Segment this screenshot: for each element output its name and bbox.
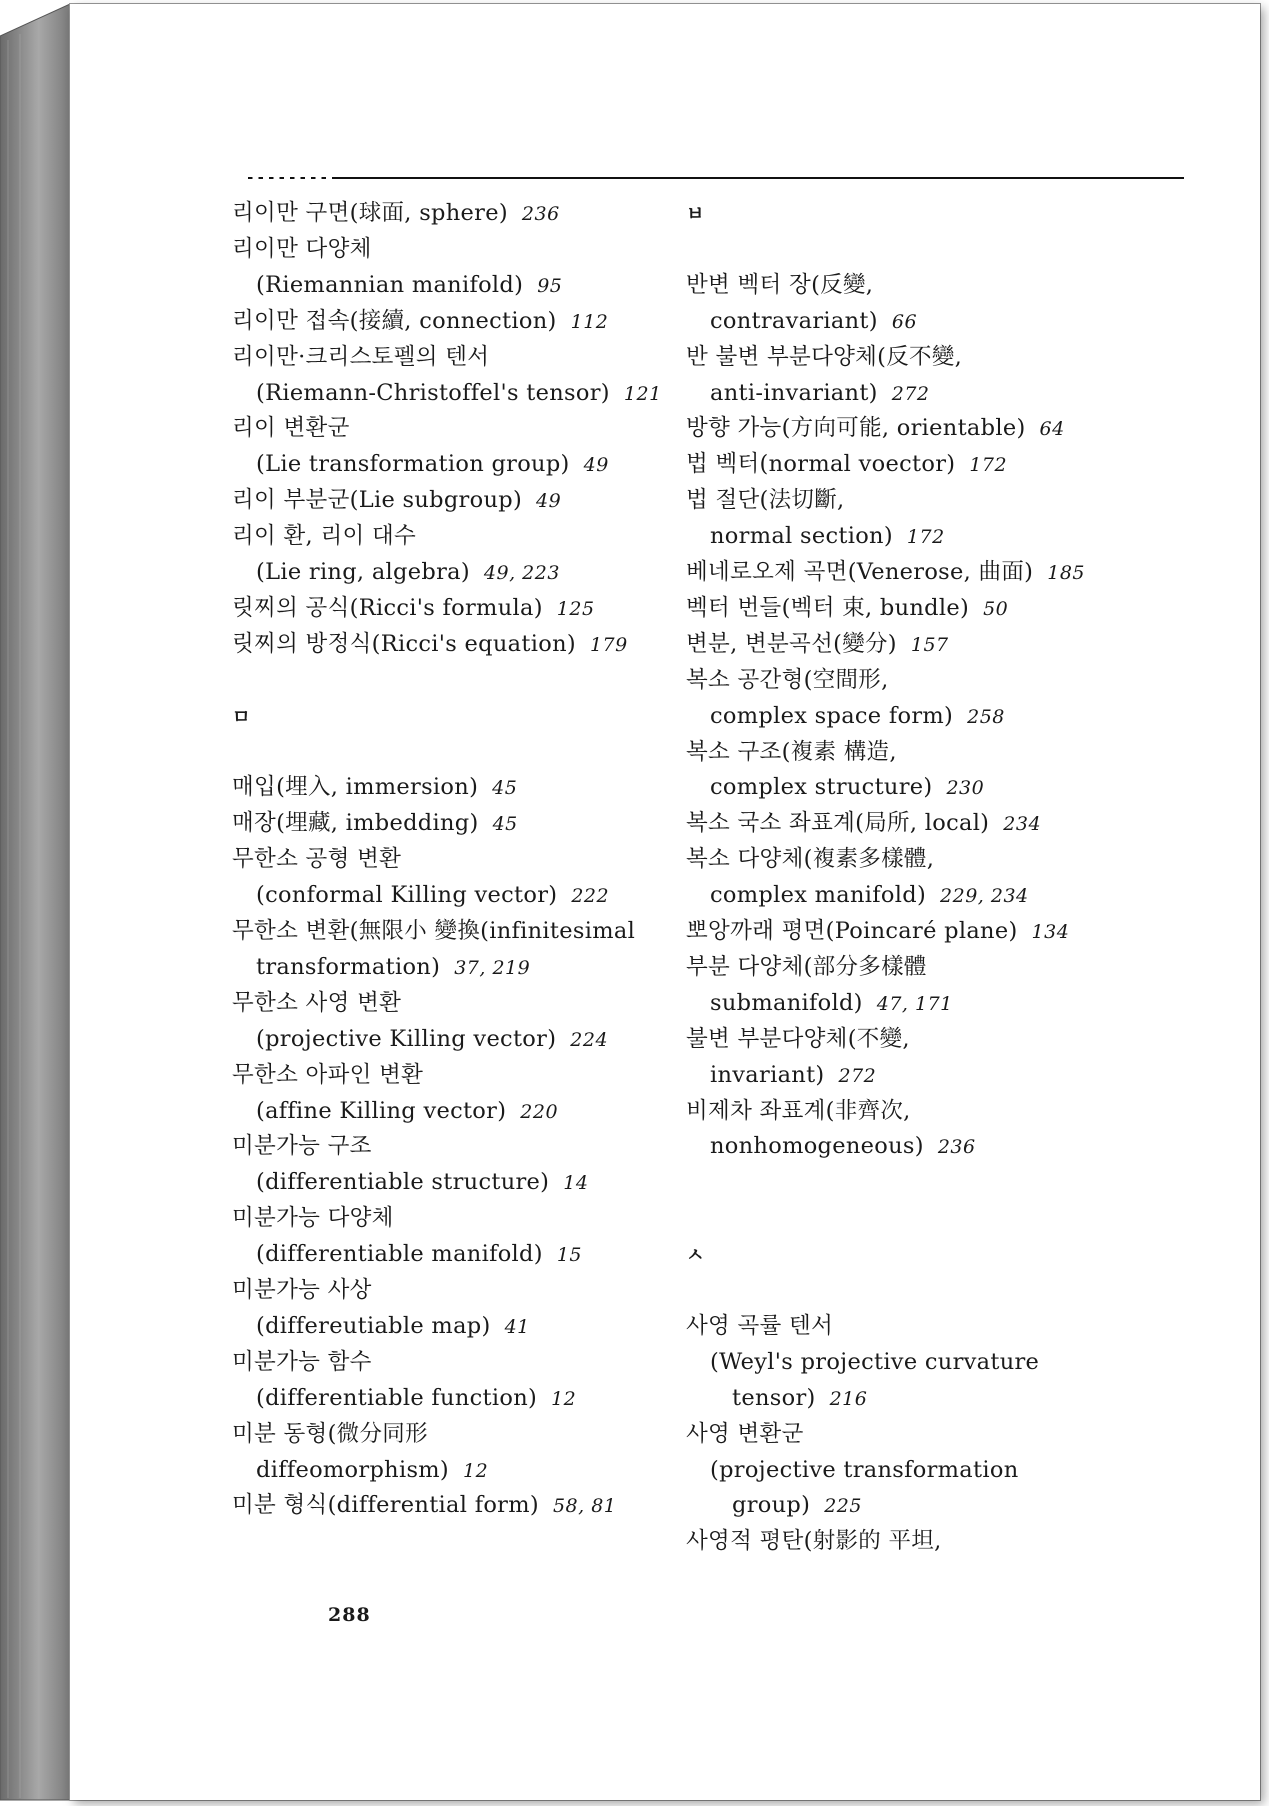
index-entry: [686, 880, 1029, 911]
index-term: 무한소 사영 변환: [232, 989, 402, 1016]
index-term: 사영 곡률 텐서: [686, 1312, 834, 1339]
index-term: 리이만 구면(球面, sphere): [232, 200, 508, 226]
index-entry: [232, 1131, 372, 1161]
index-term: 복소 다양체(複素多樣體,: [686, 846, 935, 873]
index-entry: [232, 1347, 372, 1377]
index-term: (differentiable function): [256, 1384, 538, 1411]
index-page-ref: 236: [521, 203, 560, 225]
index-term: 릿찌의 방정식(Ricci's equation): [232, 630, 576, 657]
index-entry: [232, 1167, 588, 1198]
index-entry: [232, 1060, 423, 1090]
index-entry: [686, 1096, 911, 1126]
index-entry: [232, 880, 609, 911]
index-term: 리이 변환군: [232, 415, 350, 442]
index-term: 반변 벡터 장(反變,: [686, 271, 874, 298]
index-entry: [232, 557, 560, 588]
index-term: (Lie ring, algebra): [256, 559, 470, 585]
index-page-ref: 185: [1047, 562, 1085, 584]
index-entry: [232, 844, 401, 874]
index-term: (Riemann-Christoffel's tensor): [256, 379, 610, 406]
index-entry: [686, 1131, 976, 1162]
index-page-ref: 172: [906, 526, 945, 549]
index-term: 리이만 접속(接續, connection): [232, 307, 557, 334]
index-term: (projective Killing vector): [256, 1025, 557, 1052]
page-number: 288: [328, 1604, 371, 1626]
section-heading: [686, 1239, 705, 1270]
index-page-ref: 12: [463, 1459, 489, 1482]
index-term: 벡터 번들(벡터 束, bundle): [686, 594, 970, 621]
index-entry: [232, 1311, 530, 1342]
index-entry: [686, 270, 873, 300]
index-entry: [686, 593, 1008, 624]
index-term: 뽀앙까래 평면(Poincaré plane): [686, 918, 1018, 944]
index-entry: [232, 521, 416, 551]
index-page-ref: 95: [537, 274, 563, 297]
index-page-ref: 112: [570, 310, 609, 333]
index-page-ref: 64: [1039, 418, 1065, 441]
index-term: 리이 환, 리이 대수: [232, 523, 417, 550]
index-entry: [232, 378, 662, 409]
index-term: diffeomorphism): [256, 1456, 450, 1483]
index-page-ref: 15: [556, 1244, 583, 1267]
index-term: complex manifold): [710, 882, 927, 909]
index-entry: [686, 1024, 910, 1054]
index-term: 복소 공간형(空間形,: [686, 666, 889, 693]
index-page-ref: 58, 81: [552, 1495, 617, 1518]
index-entry: [232, 342, 489, 372]
index-entry: [232, 270, 562, 301]
index-entry: [686, 952, 927, 982]
index-entry: [686, 1490, 862, 1521]
index-entry: [686, 808, 1041, 839]
index-term: 복소 국소 좌표계(局所, local): [686, 810, 990, 837]
index-term: 미분가능 사상: [232, 1277, 372, 1303]
index-term: 리이만·크리스토펠의 텐서: [232, 343, 490, 370]
index-entry: [686, 665, 889, 695]
index-entry: [686, 557, 1085, 588]
index-entry: [686, 988, 953, 1019]
index-page-ref: 121: [623, 382, 662, 405]
index-term: 부분 다양체(部分多樣體: [686, 953, 927, 980]
index-entry: [232, 629, 628, 660]
header-rule: [242, 177, 1184, 179]
index-page-ref: 45: [492, 813, 518, 836]
index-term: (differentiable structure): [256, 1169, 550, 1196]
index-entry: [686, 521, 945, 552]
index-entry: [232, 449, 609, 480]
index-term: tensor): [732, 1384, 816, 1411]
index-term: 리이 부분군(Lie subgroup): [232, 487, 523, 514]
index-entry: [232, 808, 518, 839]
index-term: 불변 부분다양체(不變,: [686, 1025, 910, 1052]
index-page-ref: 157: [910, 633, 949, 656]
index-page-ref: 47, 171: [876, 992, 953, 1015]
index-term: (Weyl's projective curvature: [710, 1348, 1040, 1375]
index-term: (projective transformation: [710, 1456, 1019, 1483]
index-page-ref: 224: [570, 1028, 609, 1051]
index-term: 매입(埋入, immersion): [232, 774, 479, 801]
index-term: 릿찌의 공식(Ricci's formula): [232, 594, 543, 621]
index-term: 법 절단(法切斷,: [686, 487, 845, 514]
index-page-ref: 125: [556, 597, 595, 620]
index-entry: [232, 413, 350, 443]
index-entry: [686, 772, 984, 803]
index-entry: [232, 1383, 576, 1414]
index-entry: [686, 413, 1065, 444]
index-entry: [232, 306, 608, 337]
index-term: (Lie transformation group): [256, 451, 570, 478]
index-entry: [232, 988, 401, 1018]
index-term: complex structure): [710, 774, 933, 801]
index-entry: [686, 1419, 804, 1449]
index-term: ㅅ: [686, 1244, 705, 1267]
index-page-ref: 229, 234: [940, 885, 1029, 908]
index-entry: [232, 916, 635, 946]
index-entry: [232, 234, 372, 264]
index-term: complex space form): [710, 702, 954, 729]
section-heading: [686, 198, 705, 229]
index-term: normal section): [710, 523, 893, 550]
index-page: [70, 4, 1260, 1800]
index-page-ref: 49: [536, 490, 562, 513]
header-rule-dashed-start: [242, 177, 332, 179]
index-term: invariant): [710, 1061, 825, 1088]
index-page-ref: 134: [1031, 921, 1070, 943]
index-page-ref: 220: [520, 1100, 559, 1123]
index-entry: [232, 1024, 608, 1055]
index-term: 복소 구조(複素 構造,: [686, 738, 897, 765]
index-entry: [686, 844, 934, 874]
index-entry: [686, 1347, 1039, 1377]
index-entry: [686, 449, 1007, 480]
index-term: 변분, 변분곡선(變分): [686, 630, 897, 657]
index-term: 미분 형식(differential form): [232, 1492, 539, 1519]
index-term: 법 벡터(normal voector): [686, 451, 956, 478]
index-term: submanifold): [710, 989, 863, 1016]
index-page-ref: 272: [838, 1064, 877, 1087]
index-term: 무한소 공형 변환: [232, 846, 402, 873]
index-term: (affine Killing vector): [256, 1097, 507, 1124]
index-entry: [232, 772, 517, 803]
section-heading: [232, 701, 251, 732]
index-term: (differentiable manifold): [256, 1241, 543, 1268]
index-term: 무한소 변환(無限小 變換(infinitesimal: [232, 918, 636, 944]
index-term: anti-invariant): [710, 379, 878, 406]
index-entry: [232, 952, 530, 983]
index-entry: [686, 1526, 942, 1556]
index-page-ref: 49, 223: [483, 562, 560, 584]
index-term: transformation): [256, 953, 441, 980]
index-term: 미분 동형(微分同形: [232, 1420, 428, 1447]
index-page-ref: 234: [1003, 813, 1042, 836]
index-page-ref: 66: [891, 310, 918, 333]
index-term: 사영적 평탄(射影的 平坦,: [686, 1528, 942, 1555]
index-term: 비제차 좌표계(非齊次,: [686, 1097, 911, 1124]
index-page-ref: 272: [891, 382, 930, 405]
index-term: nonhomogeneous): [710, 1133, 924, 1160]
index-entry: [232, 198, 560, 229]
index-entry: [232, 1275, 372, 1305]
index-entry: [686, 342, 962, 372]
index-page-ref: 12: [551, 1387, 577, 1410]
index-page-ref: 45: [492, 777, 518, 800]
index-term: ㅁ: [232, 705, 251, 728]
index-page-ref: 236: [937, 1136, 976, 1159]
index-term: (Riemannian manifold): [256, 271, 524, 298]
index-term: 사영 변환군: [686, 1420, 804, 1447]
index-entry: [686, 485, 845, 515]
index-term: 베네로오제 곡면(Venerose, 曲面): [686, 559, 1034, 585]
index-page-ref: 37, 219: [454, 956, 531, 979]
index-term: group): [732, 1492, 811, 1519]
index-entry: [686, 1383, 867, 1414]
index-term: 미분가능 구조: [232, 1133, 372, 1160]
index-page-ref: 222: [571, 885, 610, 908]
index-entry: [686, 1060, 876, 1091]
index-entry: [232, 1203, 394, 1233]
index-term: 미분가능 함수: [232, 1348, 372, 1375]
index-term: 방향 가능(方向可能, orientable): [686, 415, 1026, 442]
index-entry: [686, 306, 917, 337]
index-entry: [686, 1311, 833, 1341]
index-entry: [686, 737, 897, 767]
index-page-ref: 225: [824, 1495, 862, 1518]
index-page-ref: 14: [563, 1172, 589, 1195]
index-page-ref: 179: [589, 633, 628, 656]
index-entry: [232, 1096, 558, 1127]
index-term: ㅂ: [686, 203, 705, 225]
index-entry: [686, 378, 930, 409]
index-term: 미분가능 다양체: [232, 1205, 394, 1232]
index-entry: [686, 701, 1005, 732]
index-entry: [686, 1455, 1019, 1485]
index-entry: [686, 629, 949, 660]
index-term: 매장(埋藏, imbedding): [232, 810, 479, 837]
index-entry: [232, 1419, 428, 1449]
index-term: 반 불변 부분다양체(反不變,: [686, 343, 963, 370]
index-page-ref: 216: [829, 1387, 868, 1410]
index-term: contravariant): [710, 307, 878, 334]
index-page-ref: 230: [946, 777, 985, 800]
index-term: 리이만 다양체: [232, 235, 372, 262]
index-entry: [232, 485, 561, 516]
index-term: 무한소 아파인 변환: [232, 1061, 424, 1088]
index-page-ref: 172: [969, 454, 1008, 477]
index-term: (conformal Killing vector): [256, 882, 558, 909]
index-page-ref: 50: [983, 597, 1009, 620]
index-page-ref: 49: [583, 454, 609, 477]
index-entry: [232, 1455, 488, 1486]
index-term: (differeutiable map): [256, 1312, 491, 1339]
index-entry: [232, 593, 595, 624]
index-page-ref: 41: [504, 1315, 530, 1338]
index-entry: [686, 916, 1069, 947]
index-entry: [232, 1239, 582, 1270]
index-entry: [232, 1490, 616, 1521]
index-page-ref: 258: [967, 705, 1005, 728]
